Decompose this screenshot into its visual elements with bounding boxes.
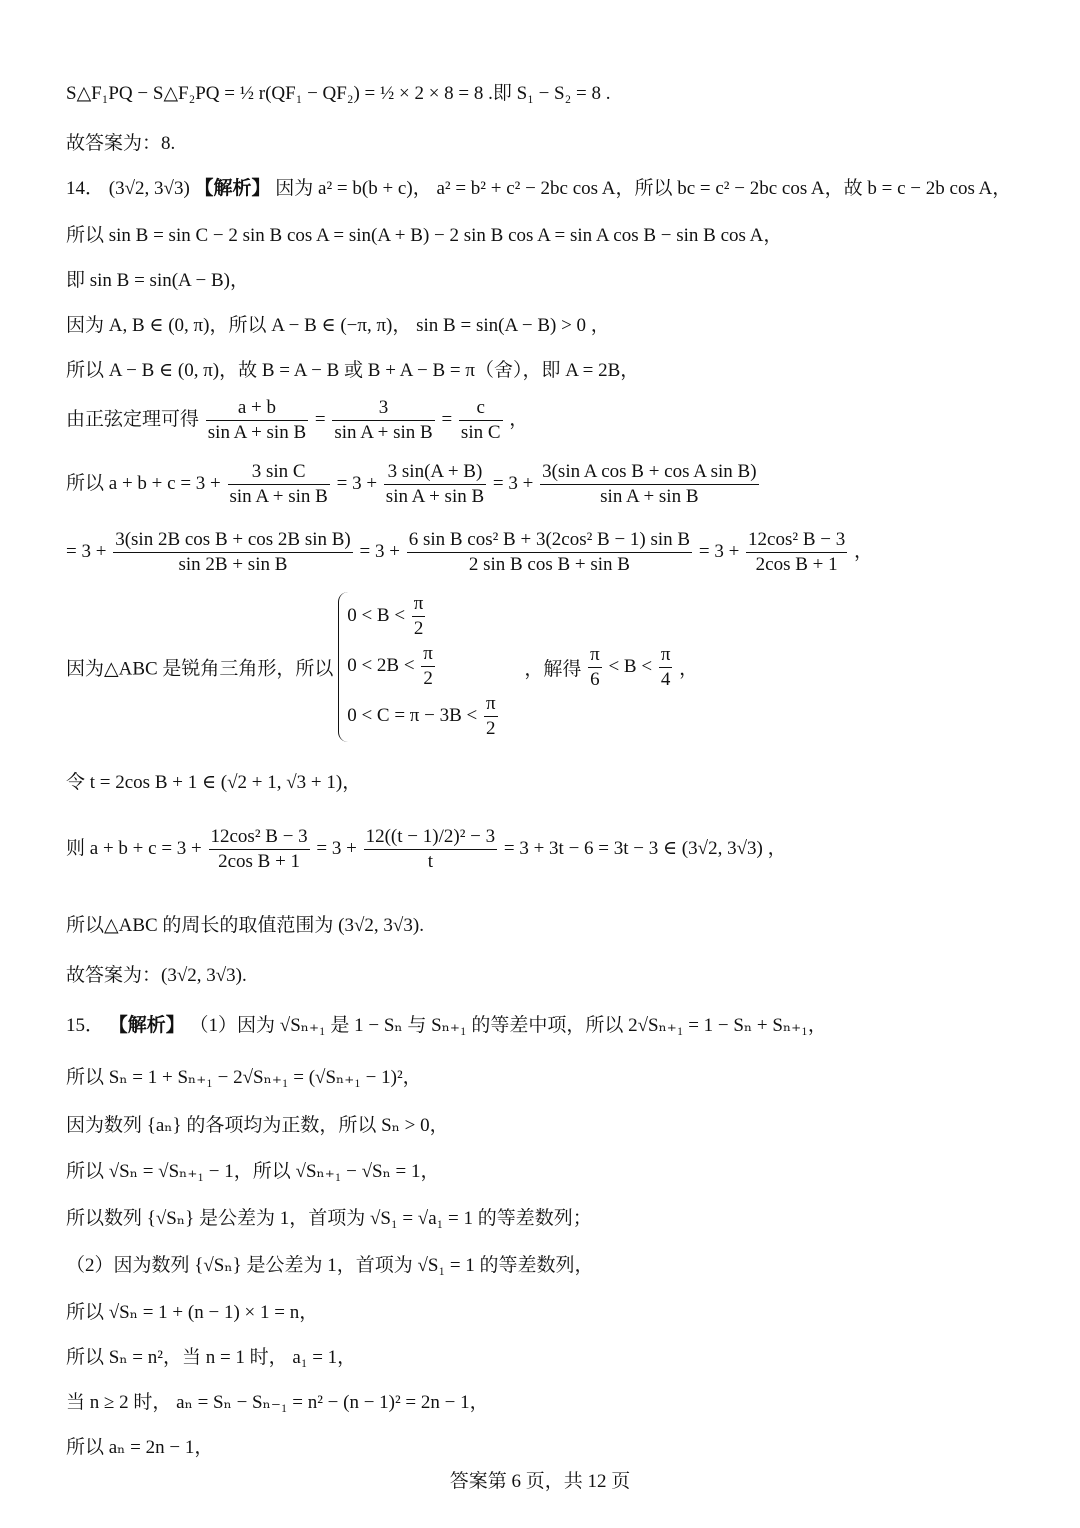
fraction: $\frac{\text{3(sin 2B cos B + cos 2B sin B)}}{\text{sin 2B + sin B}}$ xyxy=(115,529,351,575)
derivation-line: 所以 Sₙ = n²，当 n = 1 时， a₁ = 1， xyxy=(66,1347,357,1368)
acute-triangle-line: 因为△ABC 是锐角三角形，所以 0 < B < $\frac{\pi}{2}$ 0 < 2B < $\frac{\pi}{2}$ 0 < C = π − 3B < $\frac{\pi}{2}$ ，解得 $\frac{\pi}{6}$ < B < $\frac{\pi}{4}$ ， xyxy=(66,592,698,742)
derivation-line: 因为 A, B ∈ (0, π)，所以 A − B ∈ (−π, π)， sin B = sin(A − B) > 0 ， xyxy=(66,315,610,336)
derivation-line: 当 n ≥ 2 时， aₙ = Sₙ − Sₙ₋₁ = n² − (n − 1)² = 2n − 1， xyxy=(66,1392,489,1413)
analysis-tag: 【解析】 xyxy=(108,1015,185,1036)
analysis-tag: 【解析】 xyxy=(194,178,271,199)
fraction: $\frac{\text{3(sin A cos B + cos A sin B)}}{\text{sin A + sin B}}$ xyxy=(542,461,757,507)
answer-interval: (3√2, 3√3) xyxy=(108,178,190,199)
substitution-line: 令 t = 2cos B + 1 ∈ (√2 + 1, √3 + 1)， xyxy=(66,772,362,793)
fraction: $\frac{3 \sin(A + B)}{\text{sin A + sin B}}$ xyxy=(385,461,485,507)
answer-line-14: 故答案为：(3√2, 3√3). xyxy=(66,965,247,986)
derivation-line: 所以 A − B ∈ (0, π)，故 B = A − B 或 B + A − B = π（舍），即 A = 2B， xyxy=(66,360,640,381)
fraction: $\frac{3}{\text{sin A + sin B}}$ xyxy=(334,397,433,443)
derivation-line: 因为数列 {aₙ} 的各项均为正数，所以 Sₙ > 0， xyxy=(66,1115,449,1136)
derivation-line: （2）因为数列 {√Sₙ} 是公差为 1，首项为 √S₁ = 1 的等差数列， xyxy=(66,1255,594,1276)
problem-number: 15． xyxy=(66,1015,105,1036)
derivation-line: 所以 √Sₙ = √Sₙ₊₁ − 1，所以 √Sₙ₊₁ − √Sₙ = 1， xyxy=(66,1161,440,1182)
fraction: $\frac{\text{12cos² B − 3}}{\text{2cos B + 1}}$ xyxy=(210,826,308,872)
derivation-line: 所以数列 {√Sₙ} 是公差为 1，首项为 √S₁ = √a₁ = 1 的等差数列； xyxy=(66,1208,592,1229)
fraction: $\frac{\text{12((t − 1)/2)² − 3}}{t}$ xyxy=(365,826,496,872)
final-expression-line: 则 a + b + c = 3 + $\frac{\text{12cos² B − 3}}{\text{2cos B + 1}}$ = 3 + $\frac{\text{12((t − 1)/2)² − 3}}{t}$ = 3 + 3t − 6 = 3t − 3 ∈ (3√2, 3√3) ， xyxy=(66,826,787,872)
case-brace: 0 < B < $\frac{\pi}{2}$ 0 < 2B < $\frac{\pi}{2}$ 0 < C = π − 3B < $\frac{\pi}{2}$ xyxy=(338,592,499,742)
fraction: $\frac{c}{\text{sin C}}$ xyxy=(460,397,501,443)
fraction: $\frac{a + b}{\text{sin A + sin B}}$ xyxy=(207,397,307,443)
problem-14-header xyxy=(66,173,1011,200)
text: 由正弦定理可得 xyxy=(66,408,200,430)
perimeter-line: 所以 a + b + c = 3 + $\frac{\text{3 sin C}}{\text{sin A + sin B}}$ = 3 + $\frac{3 \sin(A + B)}{\text{sin A + sin B}}$ = 3 + $\frac{\text{3(sin A cos B + cos A sin B)}}{\text{sin A + sin B}}$ xyxy=(66,461,757,507)
fraction: $\frac{\text{3 sin C}}{\text{sin A + sin B}}$ xyxy=(229,461,328,507)
derivation-line: 即 sin B = sin(A − B)， xyxy=(66,270,249,291)
problem-number: 14． xyxy=(66,178,105,199)
derivation-line: 所以 sin B = sin C − 2 sin B cos A = sin(A + B) − 2 sin B cos A = sin A cos B − sin B cos A， xyxy=(66,225,783,246)
analysis-text: 因为 a² = b(b + c)， a² = b² + c² − 2bc cos A，所以 bc = c² − 2bc cos A，故 b = c − 2b cos A， xyxy=(275,178,1012,199)
conclusion-line: 所以△ABC 的周长的取值范围为 (3√2, 3√3). xyxy=(66,915,424,936)
analysis-text: （1）因为 √Sₙ₊₁ 是 1 − Sₙ 与 Sₙ₊₁ 的等差中项，所以 2√Sₙ₊₁ = 1 − Sₙ + Sₙ₊₁， xyxy=(189,1015,827,1036)
fraction: $\frac{\text{6 sin B cos² B + 3(2cos² B − 1) sin B}}{\text{2 sin B cos B + sin B}}$ xyxy=(408,529,691,575)
problem-15-header xyxy=(66,1010,827,1037)
fraction: $\frac{\text{12cos² B − 3}}{\text{2cos B + 1}}$ xyxy=(748,529,846,575)
derivation-line: 所以 Sₙ = 1 + Sₙ₊₁ − 2√Sₙ₊₁ = (√Sₙ₊₁ − 1)²， xyxy=(66,1067,422,1088)
perimeter-line-2: = 3 + $\frac{\text{3(sin 2B cos B + cos 2B sin B)}}{\text{sin 2B + sin B}}$ = 3 + $\frac{\text{6 sin B cos² B + 3(2cos² B − 1) sin B}}{\text{2 sin B cos B + sin B}}$ = 3 + $\frac{\text{12cos² B − 3}}{\text{2cos B + 1}}$ ， xyxy=(66,529,873,575)
sine-law-line: 由正弦定理可得 $\frac{a + b}{\text{sin A + sin B}}$ = $\frac{3}{\text{sin A + sin B}}$ = $\frac{c}{\text{sin C}}$ ， xyxy=(66,397,529,443)
derivation-line: 所以 √Sₙ = 1 + (n − 1) × 1 = n， xyxy=(66,1302,319,1323)
answer-line-13: 故答案为：8. xyxy=(66,133,176,154)
page-footer: 答案第 6 页，共 12 页 xyxy=(449,1471,631,1492)
line-s-difference: S△F₁PQ − S△F₂PQ = ½ r(QF₁ − QF₂) = ½ × 2 × 8 = 8 .即 S₁ − S₂ = 8 . xyxy=(66,83,611,104)
derivation-line: 所以 aₙ = 2n − 1， xyxy=(66,1437,214,1458)
